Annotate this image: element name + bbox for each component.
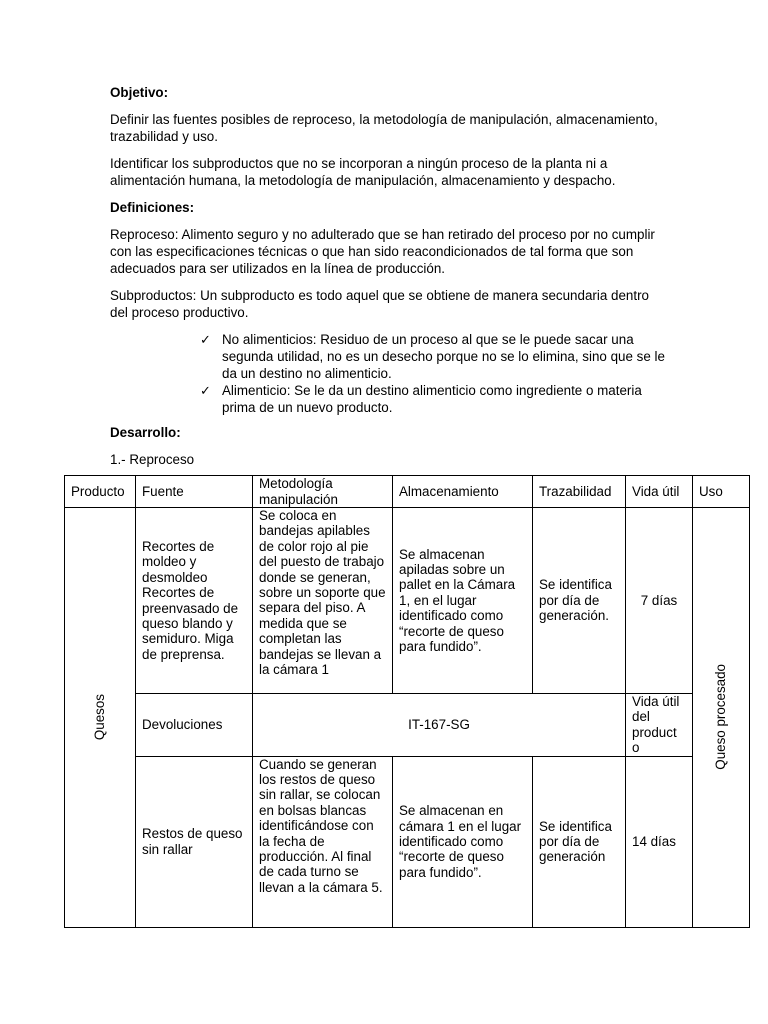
metodologia-cell: Se coloca en bandejas apilables de color rojo al pie del puesto de trabajo donde se generan, sobre un soporte que separa del piso. A medida que se completan las bandejas se llevan a la cámara 1 [253,508,393,694]
producto-cell [65,508,136,928]
objetivo-paragraph-1: Definir las fuentes posibles de reproceso, la metodología de manipulación, almacenamiento, trazabilidad y uso. [110,112,658,144]
uso-value: Queso procesado [713,664,729,771]
definiciones-heading: Definiciones: [110,200,195,215]
merged-reference-cell: IT-167-SG [253,694,626,757]
almacenamiento-cell: Se almacenan apiladas sobre un pallet en la Cámara 1, en el lugar identificado como “recorte de queso para fundido”. [393,508,533,694]
document-body [110,84,670,478]
reproceso-table [64,475,750,928]
vida-util-cell: Vida útil del product o [626,694,693,757]
fuente-cell: Recortes de moldeo y desmoldeo Recortes de preenvasado de queso blando y semiduro. Miga de preprensa. [136,508,253,694]
table-row [65,508,750,694]
almacenamiento-cell: Se almacenan en cámara 1 en el lugar identificado como “recorte de queso para fundido”. [393,756,533,927]
list-item-text: No alimenticios: Residuo de un proceso al que se le puede sacar una segunda utilidad, no es un desecho porque no se lo elimina, sino que se le da un destino no alimenticio. [222,332,665,381]
list-item [202,382,670,416]
desarrollo-heading: Desarrollo: [110,425,181,440]
header-trazabilidad: Trazabilidad [533,476,626,508]
check-icon: ✓ [200,383,211,398]
header-metodologia: Metodología manipulación [253,476,393,508]
list-item-text: Alimenticio: Se le da un destino alimenticio como ingrediente o materia prima de un nuevo producto. [222,383,642,415]
definicion-reproceso: Reproceso: Alimento seguro y no adulterado que se han retirado del proceso por no cumplir con las especificaciones técnicas o que han sido reacondicionados de tal forma que son adecuados para ser utilizados en la línea de producción. [110,227,655,276]
uso-cell [693,508,750,928]
header-almacenamiento: Almacenamiento [393,476,533,508]
objetivo-paragraph-2: Identificar los subproductos que no se incorporan a ningún proceso de la planta ni a alimentación humana, la metodología de manipulación, almacenamiento y despacho. [110,156,616,188]
header-producto: Producto [65,476,136,508]
subproductos-list [110,331,670,416]
objetivo-heading: Objetivo: [110,85,169,100]
header-vida-util: Vida útil [626,476,693,508]
table-header-row [65,476,750,508]
trazabilidad-cell: Se identifica por día de generación [533,756,626,927]
table-row [65,756,750,927]
trazabilidad-cell: Se identifica por día de generación. [533,508,626,694]
metodologia-cell: Cuando se generan los restos de queso sin rallar, se colocan en bolsas blancas identificándose con la fecha de producción. Al final de cada turno se llevan a la cámara 5. [253,756,393,927]
table-row [65,694,750,757]
reproceso-subtitle: 1.- Reproceso [110,452,195,467]
fuente-cell: Restos de queso sin rallar [136,756,253,927]
header-uso: Uso [693,476,750,508]
producto-value: Quesos [92,694,108,741]
list-item [202,331,670,382]
check-icon: ✓ [200,332,211,347]
definicion-subproductos: Subproductos: Un subproducto es todo aquel que se obtiene de manera secundaria dentro del proceso productivo. [110,288,649,320]
header-fuente: Fuente [136,476,253,508]
fuente-cell: Devoluciones [136,694,253,757]
vida-util-cell: 7 días [626,508,693,694]
vida-util-cell: 14 días [626,756,693,927]
